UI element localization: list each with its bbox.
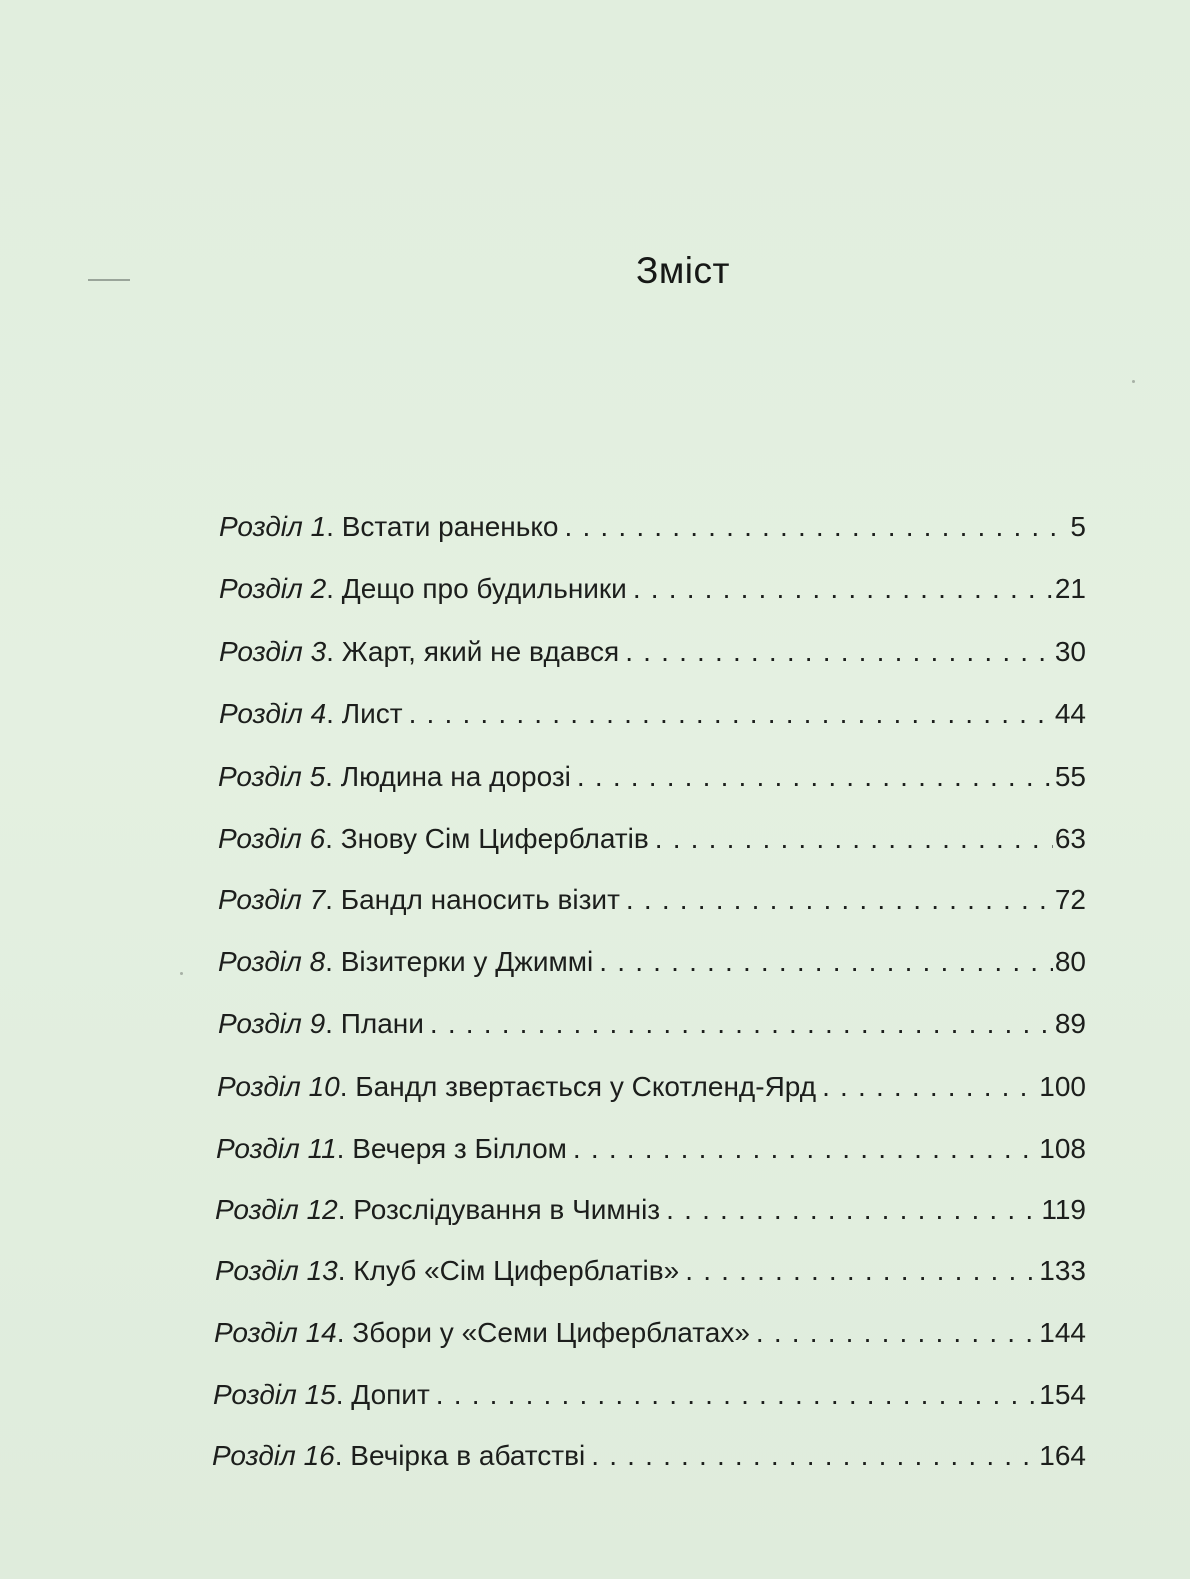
- dot-leader: [685, 1251, 1037, 1291]
- chapter-label: Розділ 9: [218, 1008, 326, 1039]
- page-number: 30: [1054, 636, 1086, 667]
- label-separator: .: [337, 1194, 354, 1225]
- chapter-label: Розділ 2: [219, 573, 327, 604]
- dot-leader: [625, 632, 1053, 672]
- chapter-label: Розділ 11: [216, 1133, 337, 1164]
- toc-entry: [217, 1067, 1086, 1107]
- label-separator: .: [326, 573, 342, 604]
- chapter-title: Допит: [351, 1379, 430, 1410]
- toc-entry: [218, 819, 1086, 859]
- chapter-title: Вечірка в абатстві: [350, 1440, 586, 1471]
- label-separator: .: [336, 1317, 353, 1348]
- toc-entry: [218, 942, 1086, 982]
- label-separator: .: [339, 1071, 356, 1102]
- label-separator: .: [336, 1133, 353, 1164]
- toc-entry: [218, 757, 1086, 797]
- page-number: 21: [1054, 573, 1086, 604]
- chapter-title: Збори у «Семи Циферблатах»: [352, 1317, 750, 1348]
- label-separator: .: [325, 1008, 341, 1039]
- dot-leader: [666, 1190, 1039, 1230]
- page-number: 5: [1070, 511, 1086, 542]
- chapter-title: Плани: [340, 1008, 424, 1039]
- chapter-label: Розділ 14: [214, 1317, 337, 1348]
- label-separator: .: [326, 636, 342, 667]
- page-number: 119: [1041, 1194, 1086, 1225]
- chapter-title: Лист: [341, 698, 403, 729]
- chapter-title: Знову Сім Циферблатів: [340, 823, 649, 854]
- page-number: 89: [1054, 1008, 1086, 1039]
- page-number: 164: [1039, 1440, 1086, 1471]
- page-number: 72: [1054, 884, 1086, 915]
- dot-leader: [655, 819, 1053, 859]
- chapter-label: Розділ 7: [218, 884, 326, 915]
- chapter-title: Візитерки у Джиммі: [340, 946, 594, 977]
- dot-leader: [599, 942, 1053, 982]
- label-separator: .: [325, 884, 341, 915]
- chapter-label: Розділ 3: [219, 636, 327, 667]
- dot-leader: [633, 569, 1053, 609]
- toc-entry: [213, 1375, 1086, 1415]
- label-separator: .: [325, 946, 341, 977]
- chapter-label: Розділ 13: [215, 1255, 338, 1286]
- dot-leader: [409, 694, 1053, 734]
- dot-leader: [565, 507, 1069, 547]
- chapter-label: Розділ 5: [218, 761, 326, 792]
- toc-entry: [212, 1436, 1086, 1476]
- label-separator: .: [325, 823, 341, 854]
- toc-entry: [218, 1004, 1086, 1044]
- dot-leader: [591, 1436, 1037, 1476]
- chapter-title: Клуб «Сім Циферблатів»: [353, 1255, 680, 1286]
- dot-leader: [573, 1129, 1037, 1169]
- page-number: 100: [1039, 1071, 1086, 1102]
- chapter-label: Розділ 6: [218, 823, 326, 854]
- toc-entry: [215, 1251, 1086, 1291]
- chapter-label: Розділ 12: [215, 1194, 338, 1225]
- label-separator: .: [326, 511, 342, 542]
- chapter-title: Людина на дорозі: [340, 761, 571, 792]
- chapter-title: Встати раненько: [341, 511, 559, 542]
- page-number: 154: [1039, 1379, 1086, 1410]
- page-number: 44: [1054, 698, 1086, 729]
- dot-leader: [756, 1313, 1037, 1353]
- chapter-title: Вечеря з Біллом: [352, 1133, 567, 1164]
- toc-entry: [219, 694, 1086, 734]
- page-number: 80: [1054, 946, 1086, 977]
- toc-title: Зміст: [636, 250, 730, 291]
- chapter-title: Бандл звертається у Скотленд-Ярд: [355, 1071, 817, 1102]
- label-separator: .: [325, 761, 341, 792]
- chapter-label: Розділ 16: [212, 1440, 335, 1471]
- toc-entry: [218, 880, 1086, 920]
- toc-entry: [214, 1313, 1086, 1353]
- chapter-label: Розділ 4: [219, 698, 327, 729]
- chapter-label: Розділ 8: [218, 946, 326, 977]
- dot-leader: [430, 1004, 1053, 1044]
- chapter-title: Дещо про будильники: [341, 573, 627, 604]
- page-number: 63: [1054, 823, 1086, 854]
- chapter-title: Жарт, який не вдався: [341, 636, 620, 667]
- label-separator: .: [326, 698, 342, 729]
- toc-entry: [219, 632, 1086, 672]
- chapter-title: Бандл наносить візит: [340, 884, 620, 915]
- label-separator: .: [337, 1255, 354, 1286]
- chapter-title: Розслідування в Чимніз: [353, 1194, 661, 1225]
- toc-entry: [215, 1190, 1086, 1230]
- page-number: 133: [1039, 1255, 1086, 1286]
- chapter-label: Розділ 10: [217, 1071, 340, 1102]
- chapter-label: Розділ 1: [219, 511, 327, 542]
- label-separator: .: [334, 1440, 351, 1471]
- page-number: 144: [1039, 1317, 1086, 1348]
- toc-entry: [219, 569, 1086, 609]
- chapter-label: Розділ 15: [213, 1379, 336, 1410]
- toc-entry: [216, 1129, 1086, 1169]
- dot-leader: [626, 880, 1053, 920]
- page-number: 108: [1039, 1133, 1086, 1164]
- page-number: 55: [1054, 761, 1086, 792]
- dot-leader: [577, 757, 1053, 797]
- label-separator: .: [335, 1379, 352, 1410]
- toc-entry: [219, 507, 1086, 547]
- dot-leader: [436, 1375, 1038, 1415]
- dot-leader: [822, 1067, 1037, 1107]
